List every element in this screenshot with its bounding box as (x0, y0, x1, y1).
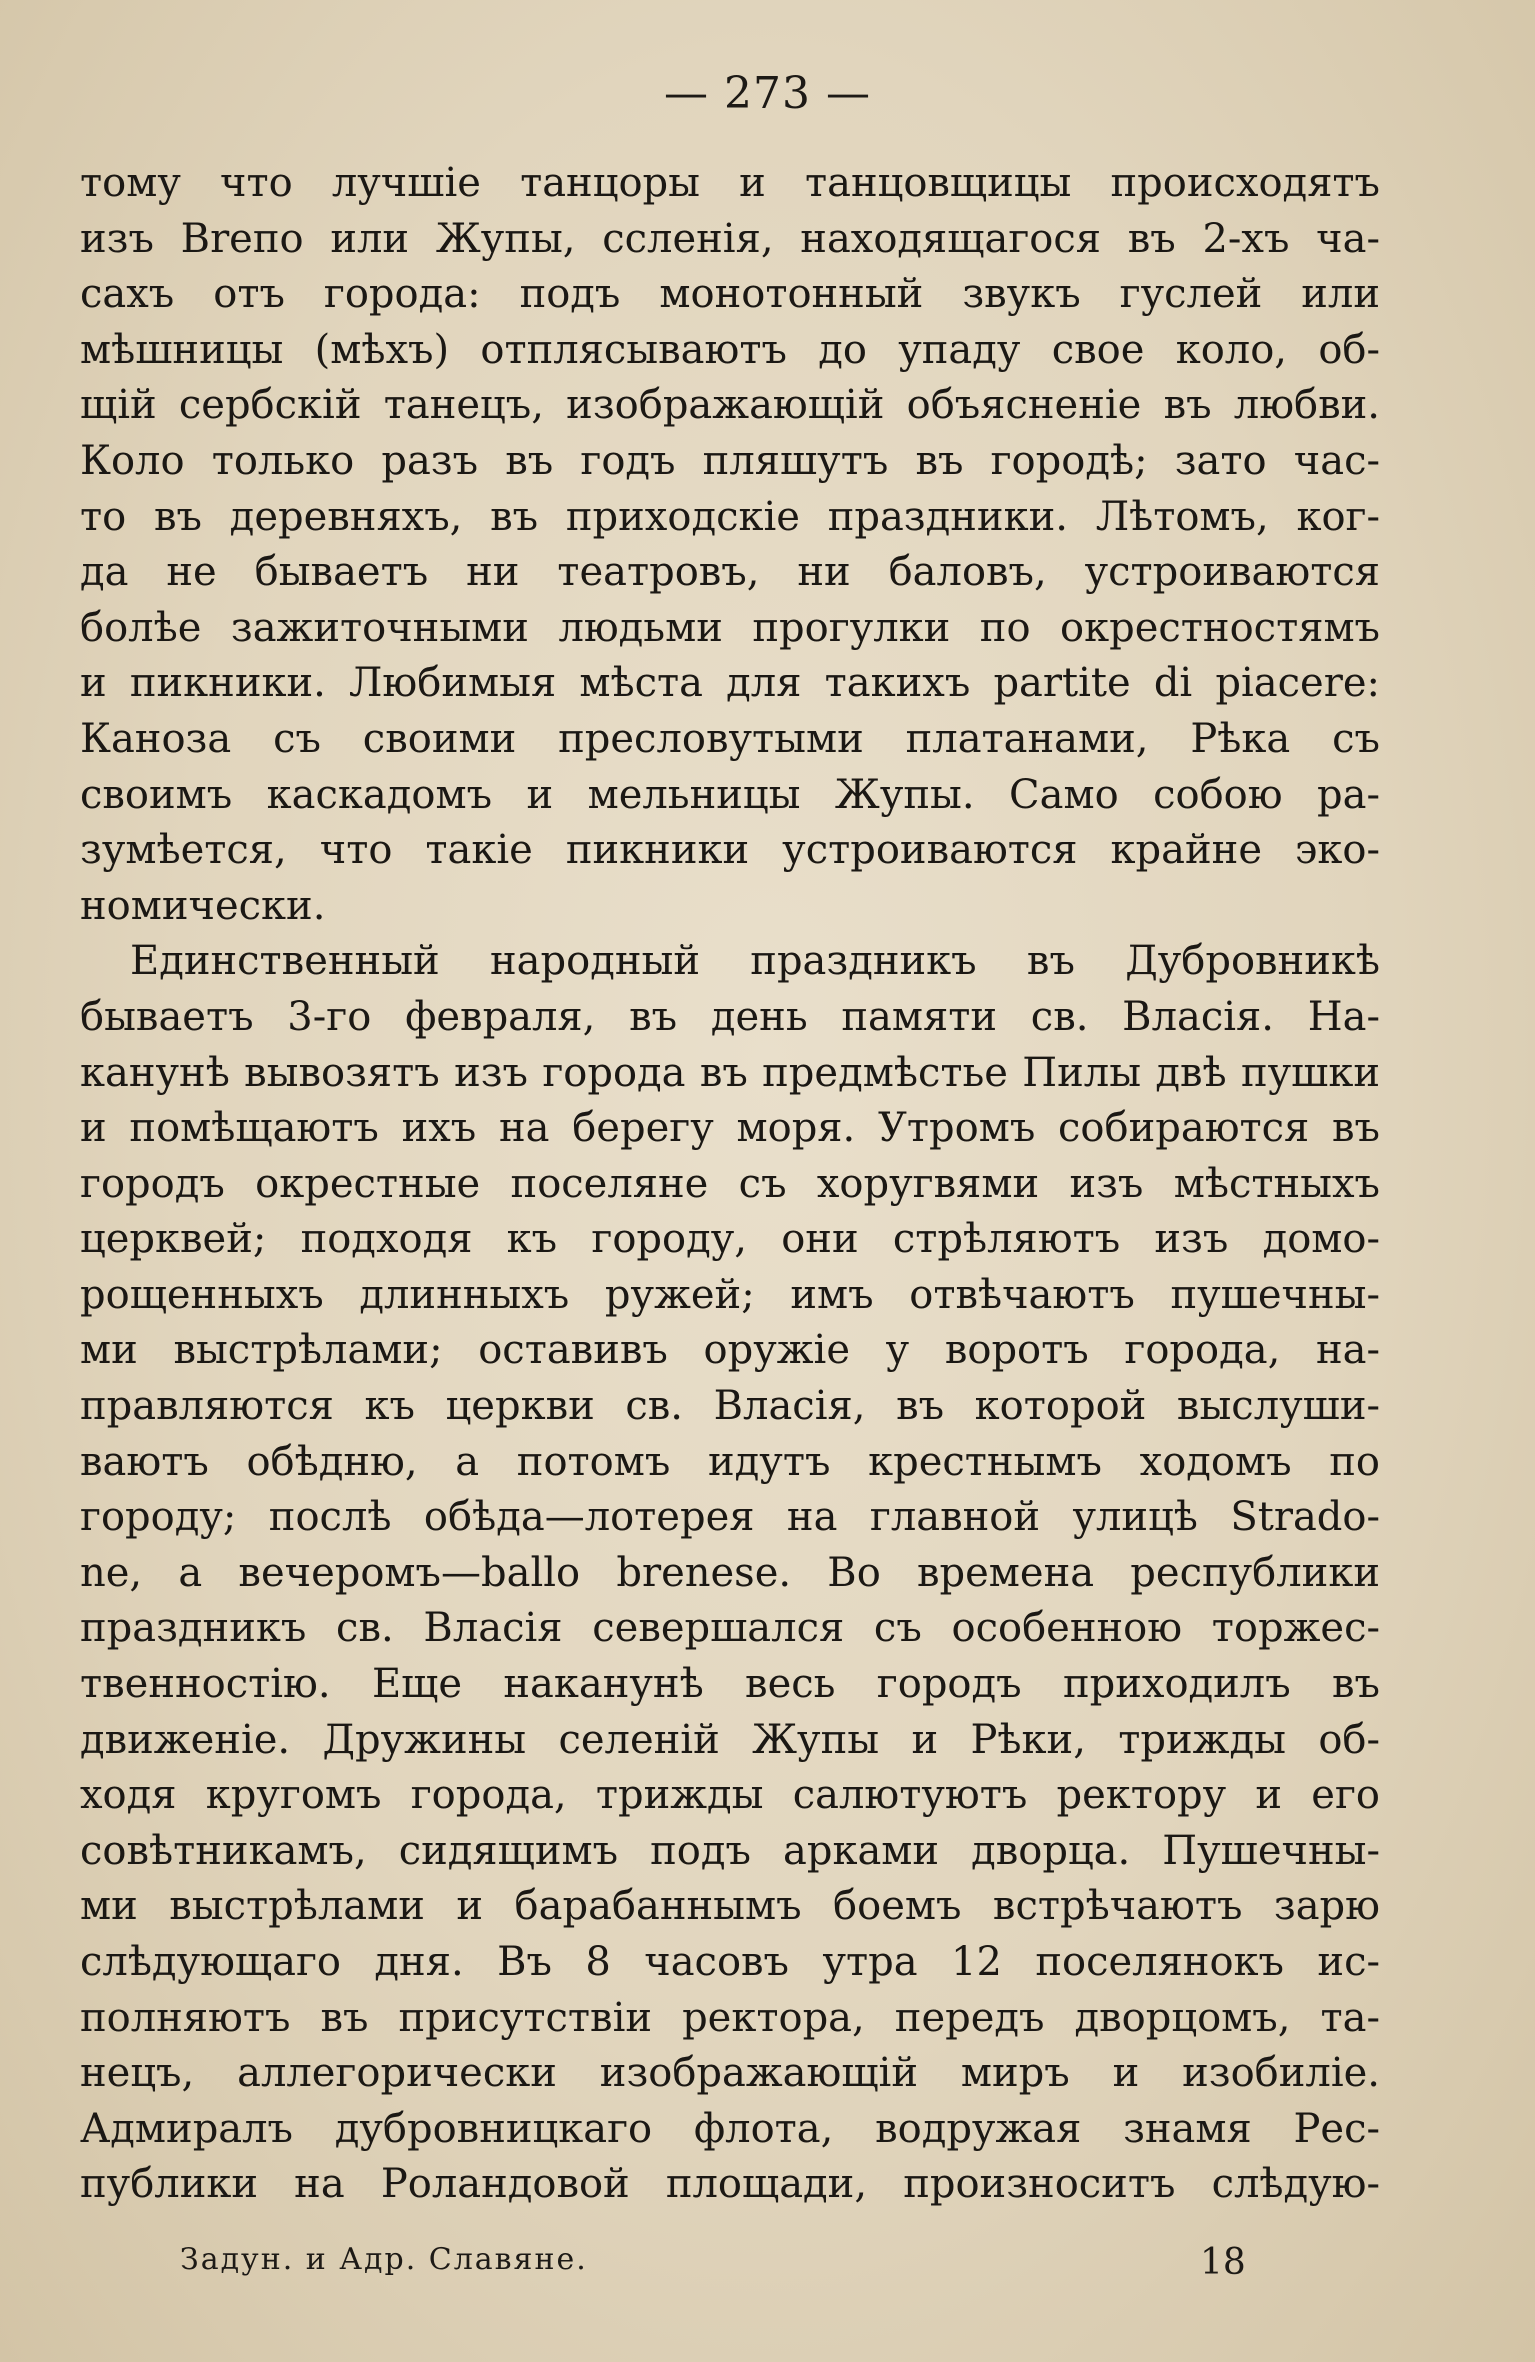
page-number: — 273 — (664, 68, 871, 119)
text-line: да не бываетъ ни театровъ, ни баловъ, устроиваются (80, 549, 1380, 596)
text-line: городъ окрестные поселяне съ хоругвями изъ мѣстныхъ (80, 1160, 1380, 1207)
text-line: полняютъ въ присутствіи ректора, передъ дворцомъ, та- (80, 1994, 1380, 2041)
text-line: ne, а вечеромъ—ballo brenese. Во времена республики (80, 1549, 1380, 1596)
text-line: Каноза съ своими пресловутыми платанами, Рѣка съ (80, 715, 1380, 762)
text-line: правляются къ церкви св. Власія, въ которой выслуши- (80, 1383, 1380, 1430)
text-line: то въ деревняхъ, въ приходскіе праздники. Лѣтомъ, ког- (80, 493, 1380, 540)
text-line: номически. (80, 882, 326, 929)
text-line: праздникъ св. Власія севершался съ особенною торжес- (80, 1605, 1380, 1652)
text-line: ми выстрѣлами и барабаннымъ боемъ встрѣчаютъ зарю (80, 1883, 1380, 1930)
page-footer (80, 2242, 1380, 2292)
text-line: изъ Brепо или Жупы, ссленія, находящагося въ 2-хъ ча- (80, 215, 1380, 262)
text-line: бываетъ 3-го февраля, въ день памяти св. Власія. На- (80, 993, 1380, 1040)
text-line: нецъ, аллегорически изображающій миръ и изобиліе. (80, 2050, 1380, 2097)
text-line: движеніе. Дружины селеній Жупы и Рѣки, трижды об- (80, 1716, 1380, 1763)
text-line: болѣе зажиточными людьми прогулки по окрестностямъ (80, 604, 1380, 651)
text-line: сахъ отъ города: подъ монотонный звукъ гуслей или (80, 271, 1380, 318)
text-line: тому что лучшіе танцоры и танцовщицы происходятъ (80, 160, 1380, 206)
text-line: ваютъ обѣдню, а потомъ идутъ крестнымъ ходомъ по (80, 1438, 1380, 1485)
text-line: ходя кругомъ города, трижды салютуютъ ректору и его (80, 1772, 1380, 1819)
text-line: рощенныхъ длинныхъ ружей; имъ отвѣчаютъ пушечны- (80, 1271, 1380, 1318)
text-line: и помѣщаютъ ихъ на берегу моря. Утромъ собираются въ (80, 1105, 1380, 1152)
text-line: своимъ каскадомъ и мельницы Жупы. Само собою ра- (80, 771, 1380, 818)
text-line: церквей; подходя къ городу, они стрѣляютъ изъ домо- (80, 1216, 1380, 1263)
text-line: мѣшницы (мѣхъ) отплясываютъ до упаду свое коло, об- (80, 326, 1380, 373)
text-line: слѣдующаго дня. Въ 8 часовъ утра 12 поселянокъ ис- (80, 1939, 1380, 1985)
text-line: городу; послѣ обѣда—лотерея на главной улицѣ Strado- (80, 1494, 1380, 1541)
text-line: совѣтникамъ, сидящимъ подъ арками дворца. Пушечны- (80, 1827, 1380, 1874)
sheet-number: 18 (1200, 2242, 1246, 2283)
text-line: ми выстрѣлами; оставивъ оружіе у воротъ города, на- (80, 1327, 1380, 1374)
text-line: твенностію. Еще наканунѣ весь городъ приходилъ въ (80, 1661, 1380, 1708)
text-line: Адмиралъ дубровницкаго флота, водружая знамя Рес- (80, 2105, 1380, 2152)
text-line: публики на Роландовой площади, произноситъ слѣдую- (80, 2161, 1380, 2208)
text-line: и пикники. Любимыя мѣста для такихъ partite di piacere: (80, 660, 1380, 707)
book-signature: Задун. и Адр. Славяне. (180, 2242, 588, 2277)
text-line: зумѣется, что такіе пикники устроиваются крайне эко- (80, 827, 1380, 874)
text-line: канунѣ вывозятъ изъ города въ предмѣстье Пилы двѣ пушки (80, 1049, 1380, 1096)
body-text (80, 156, 1380, 2213)
text-line: Единственный народный праздникъ въ Дубровникѣ (130, 938, 1380, 985)
text-line: щій сербскій танецъ, изображающій объясненіе въ любви. (80, 382, 1380, 429)
text-line: Коло только разъ въ годъ пляшутъ въ городѣ; зато час- (80, 437, 1380, 484)
